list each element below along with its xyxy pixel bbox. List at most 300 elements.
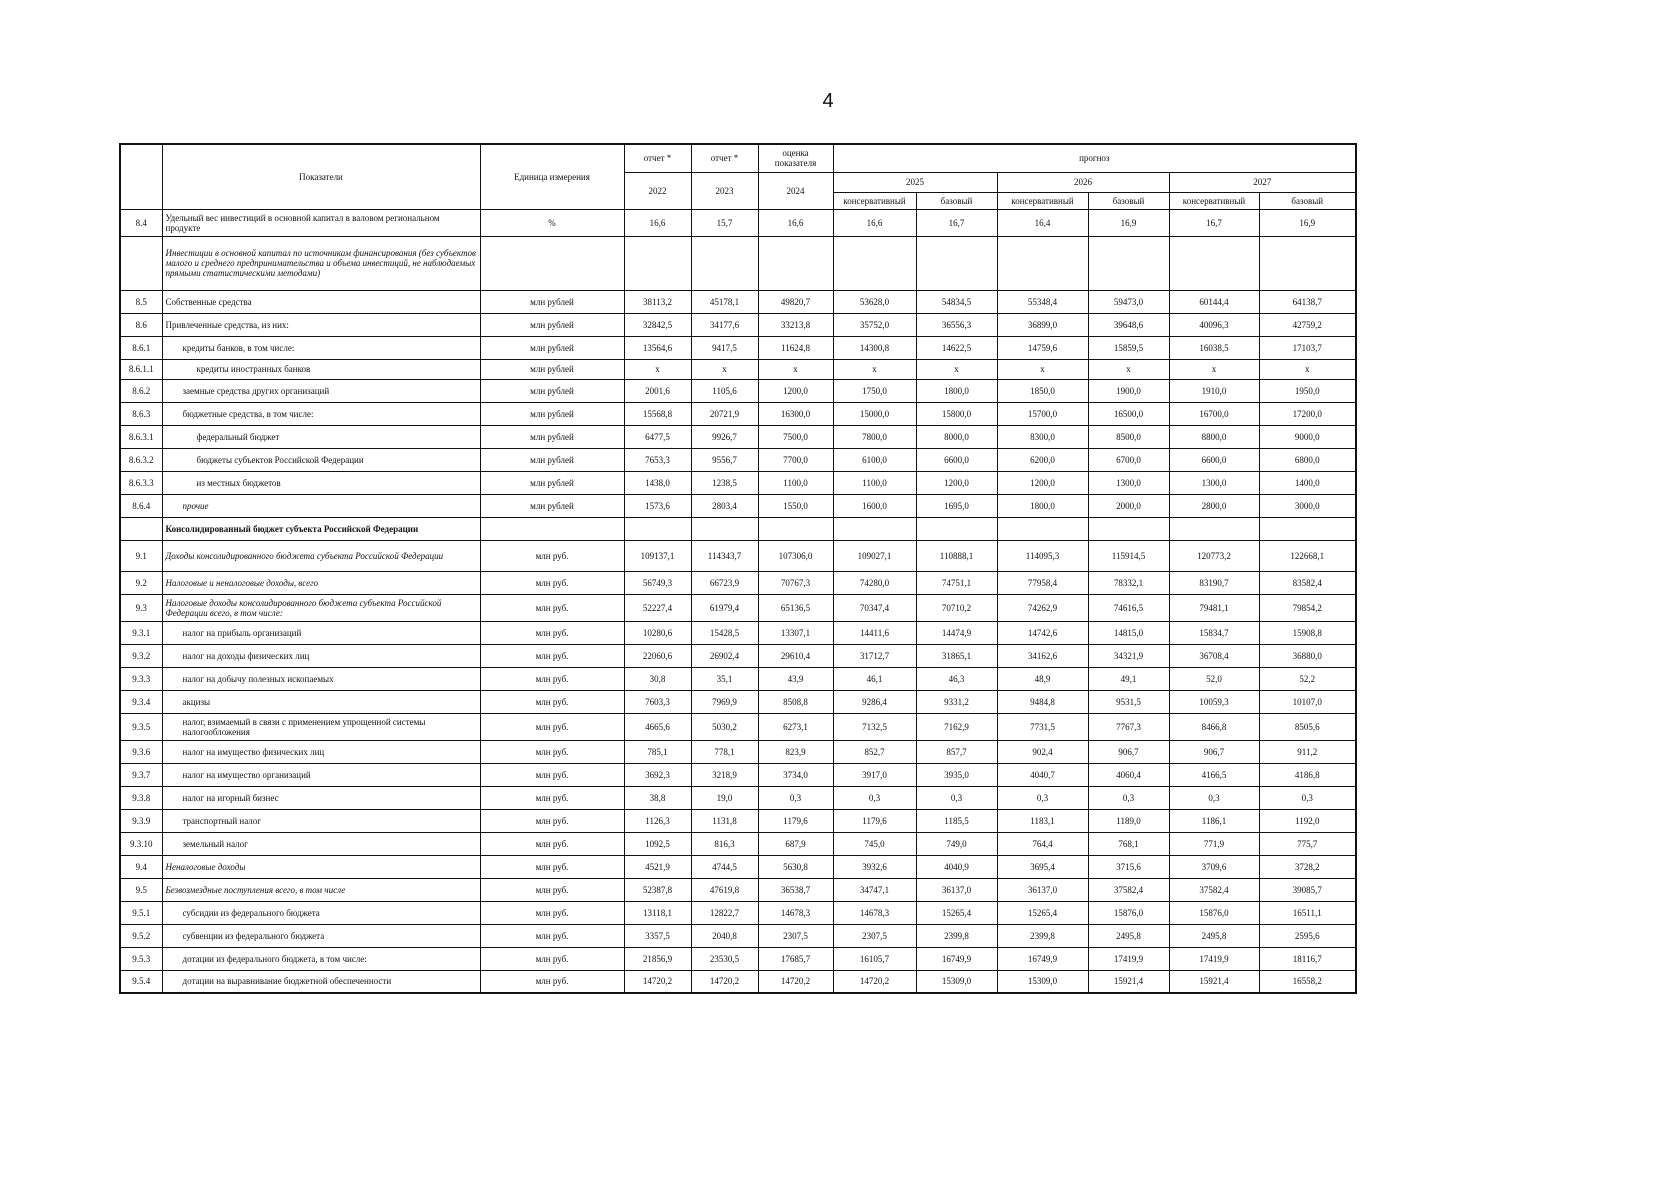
row-code: 8.5 xyxy=(120,290,162,313)
row-value: 1550,0 xyxy=(758,494,833,517)
row-value: 122668,1 xyxy=(1259,540,1356,571)
row-indicator-name: федеральный бюджет xyxy=(162,425,480,448)
row-value: 45178,1 xyxy=(691,290,758,313)
row-indicator-name: налог на добычу полезных ископаемых xyxy=(162,667,480,690)
row-unit: млн рублей xyxy=(480,494,624,517)
row-value: 7162,9 xyxy=(916,713,997,740)
row-value: 1186,1 xyxy=(1169,809,1259,832)
row-value: 10107,0 xyxy=(1259,690,1356,713)
row-code: 9.3.6 xyxy=(120,740,162,763)
table-row xyxy=(120,448,1356,471)
row-value: 8800,0 xyxy=(1169,425,1259,448)
row-value: 906,7 xyxy=(1169,740,1259,763)
row-value: 36899,0 xyxy=(997,313,1088,336)
row-value: 6600,0 xyxy=(916,448,997,471)
row-value: 14720,2 xyxy=(691,970,758,993)
row-value xyxy=(624,517,691,540)
row-indicator-name: налог на прибыль организаций xyxy=(162,621,480,644)
row-value: 52387,8 xyxy=(624,878,691,901)
row-indicator-name: налог, взимаемый в связи с применением упрощенной системы налогообложения xyxy=(162,713,480,740)
table-row xyxy=(120,494,1356,517)
row-code: 9.3.3 xyxy=(120,667,162,690)
row-value: 9484,8 xyxy=(997,690,1088,713)
table-row xyxy=(120,594,1356,621)
row-value: 785,1 xyxy=(624,740,691,763)
row-value: x xyxy=(916,359,997,379)
row-value: 3917,0 xyxy=(833,763,916,786)
row-value: 768,1 xyxy=(1088,832,1169,855)
row-unit: млн руб. xyxy=(480,644,624,667)
row-value: 9926,7 xyxy=(691,425,758,448)
table-row xyxy=(120,786,1356,809)
row-value: 7969,9 xyxy=(691,690,758,713)
row-indicator-name: дотации из федерального бюджета, в том числе: xyxy=(162,947,480,970)
row-value: 8300,0 xyxy=(997,425,1088,448)
row-value: 15800,0 xyxy=(916,402,997,425)
row-value: 83190,7 xyxy=(1169,571,1259,594)
row-value: 46,1 xyxy=(833,667,916,690)
row-code: 9.3.4 xyxy=(120,690,162,713)
row-value: 15921,4 xyxy=(1088,970,1169,993)
row-value: x xyxy=(758,359,833,379)
header-2027-base: базовый xyxy=(1259,192,1356,209)
row-value: 6800,0 xyxy=(1259,448,1356,471)
row-value: 16500,0 xyxy=(1088,402,1169,425)
row-indicator-name: налог на имущество организаций xyxy=(162,763,480,786)
row-value: 3709,6 xyxy=(1169,855,1259,878)
row-value: 110888,1 xyxy=(916,540,997,571)
row-value: 2399,8 xyxy=(997,924,1088,947)
row-value: 14411,6 xyxy=(833,621,916,644)
row-value: 52,0 xyxy=(1169,667,1259,690)
row-value: 10059,3 xyxy=(1169,690,1259,713)
row-value: 1910,0 xyxy=(1169,379,1259,402)
row-value: 19,0 xyxy=(691,786,758,809)
row-code: 8.6.4 xyxy=(120,494,162,517)
row-code: 9.2 xyxy=(120,571,162,594)
row-value: 2399,8 xyxy=(916,924,997,947)
row-value: 2803,4 xyxy=(691,494,758,517)
row-value: 7132,5 xyxy=(833,713,916,740)
row-code: 9.3.5 xyxy=(120,713,162,740)
row-value xyxy=(1259,517,1356,540)
row-value: 109027,1 xyxy=(833,540,916,571)
row-unit: млн рублей xyxy=(480,336,624,359)
row-value: 70767,3 xyxy=(758,571,833,594)
table-row xyxy=(120,290,1356,313)
row-value: 1800,0 xyxy=(916,379,997,402)
row-value xyxy=(1169,236,1259,290)
row-value xyxy=(624,236,691,290)
row-indicator-name: акцизы xyxy=(162,690,480,713)
row-value: 1300,0 xyxy=(1088,471,1169,494)
row-value: 9000,0 xyxy=(1259,425,1356,448)
row-code: 8.6.2 xyxy=(120,379,162,402)
row-value xyxy=(997,236,1088,290)
row-value: 749,0 xyxy=(916,832,997,855)
row-indicator-name: Консолидированный бюджет субъекта Российской Федерации xyxy=(162,517,480,540)
row-indicator-name: кредиты иностранных банков xyxy=(162,359,480,379)
row-value: 54834,5 xyxy=(916,290,997,313)
row-value: 15000,0 xyxy=(833,402,916,425)
row-value: 1179,6 xyxy=(833,809,916,832)
row-value: 1600,0 xyxy=(833,494,916,517)
row-value: 53628,0 xyxy=(833,290,916,313)
row-value: 15265,4 xyxy=(916,901,997,924)
row-value xyxy=(916,236,997,290)
row-value xyxy=(691,517,758,540)
row-value: 1300,0 xyxy=(1169,471,1259,494)
header-2025-base: базовый xyxy=(916,192,997,209)
row-value: 114095,3 xyxy=(997,540,1088,571)
row-value: 1238,5 xyxy=(691,471,758,494)
row-indicator-name: из местных бюджетов xyxy=(162,471,480,494)
row-value: x xyxy=(1169,359,1259,379)
row-value: 15876,0 xyxy=(1169,901,1259,924)
forecast-table xyxy=(119,143,1357,994)
row-value: 3932,6 xyxy=(833,855,916,878)
row-value: 778,1 xyxy=(691,740,758,763)
row-value: 2307,5 xyxy=(833,924,916,947)
row-value: 107306,0 xyxy=(758,540,833,571)
row-value: 7800,0 xyxy=(833,425,916,448)
row-value: 857,7 xyxy=(916,740,997,763)
row-value: 61979,4 xyxy=(691,594,758,621)
row-value: 10280,6 xyxy=(624,621,691,644)
row-value: 0,3 xyxy=(1169,786,1259,809)
row-value: 0,3 xyxy=(997,786,1088,809)
row-value: 31865,1 xyxy=(916,644,997,667)
row-value: 1105,6 xyxy=(691,379,758,402)
row-value: 16,7 xyxy=(916,209,997,236)
row-value: 43,9 xyxy=(758,667,833,690)
row-value: 39085,7 xyxy=(1259,878,1356,901)
row-value xyxy=(691,236,758,290)
row-value: 17103,7 xyxy=(1259,336,1356,359)
row-value: x xyxy=(624,359,691,379)
row-value: 83582,4 xyxy=(1259,571,1356,594)
row-code: 8.6.3.3 xyxy=(120,471,162,494)
row-unit: млн рублей xyxy=(480,313,624,336)
row-unit: млн руб. xyxy=(480,594,624,621)
row-indicator-name: Инвестиции в основной капитал по источникам финансирования (без субъектов малого и среднего предпринимательства и объема инвестиций, не наблюдаемых прямыми статистическими методами) xyxy=(162,236,480,290)
row-value: 78332,1 xyxy=(1088,571,1169,594)
row-unit: млн руб. xyxy=(480,713,624,740)
page-number: 4 xyxy=(822,90,834,112)
header-forecast: прогноз xyxy=(833,144,1356,172)
row-value: 1200,0 xyxy=(758,379,833,402)
row-value: 20721,9 xyxy=(691,402,758,425)
row-code: 9.3.10 xyxy=(120,832,162,855)
row-value: 23530,5 xyxy=(691,947,758,970)
row-value: 14720,2 xyxy=(833,970,916,993)
row-value: 4665,6 xyxy=(624,713,691,740)
row-value: 1179,6 xyxy=(758,809,833,832)
row-value: 36137,0 xyxy=(916,878,997,901)
row-value: 4040,7 xyxy=(997,763,1088,786)
row-value: 2307,5 xyxy=(758,924,833,947)
row-value: 34747,1 xyxy=(833,878,916,901)
row-value: 56749,3 xyxy=(624,571,691,594)
row-value: 30,8 xyxy=(624,667,691,690)
row-value xyxy=(997,517,1088,540)
row-value: 16,6 xyxy=(833,209,916,236)
header-year-2024: 2024 xyxy=(758,172,833,209)
row-value xyxy=(833,517,916,540)
row-value: 31712,7 xyxy=(833,644,916,667)
row-value: 3715,6 xyxy=(1088,855,1169,878)
row-value: 6100,0 xyxy=(833,448,916,471)
row-value: 4521,9 xyxy=(624,855,691,878)
row-value: 6477,5 xyxy=(624,425,691,448)
row-unit: млн руб. xyxy=(480,690,624,713)
row-value: 687,9 xyxy=(758,832,833,855)
row-value: 6600,0 xyxy=(1169,448,1259,471)
row-indicator-name: бюджеты субъектов Российской Федерации xyxy=(162,448,480,471)
header-2026-base: базовый xyxy=(1088,192,1169,209)
row-value: 34321,9 xyxy=(1088,644,1169,667)
row-indicator-name: земельный налог xyxy=(162,832,480,855)
row-value: 1192,0 xyxy=(1259,809,1356,832)
row-value: 9531,5 xyxy=(1088,690,1169,713)
row-value: 36880,0 xyxy=(1259,644,1356,667)
row-value: 745,0 xyxy=(833,832,916,855)
row-value: 4060,4 xyxy=(1088,763,1169,786)
row-unit: млн руб. xyxy=(480,667,624,690)
row-value: 9286,4 xyxy=(833,690,916,713)
row-unit: млн рублей xyxy=(480,402,624,425)
row-value: 15428,5 xyxy=(691,621,758,644)
row-value: 13307,1 xyxy=(758,621,833,644)
row-value xyxy=(1088,517,1169,540)
row-value: 14720,2 xyxy=(758,970,833,993)
header-report-2023: отчет * xyxy=(691,144,758,172)
row-value: 17419,9 xyxy=(1169,947,1259,970)
row-value: 5030,2 xyxy=(691,713,758,740)
row-code xyxy=(120,517,162,540)
row-value: 1092,5 xyxy=(624,832,691,855)
row-value: 6273,1 xyxy=(758,713,833,740)
table-row xyxy=(120,571,1356,594)
row-unit: % xyxy=(480,209,624,236)
row-indicator-name: Налоговые доходы консолидированного бюджета субъекта Российской Федерации всего, в том числе: xyxy=(162,594,480,621)
row-unit: млн руб. xyxy=(480,970,624,993)
row-indicator-name: бюджетные средства, в том числе: xyxy=(162,402,480,425)
table-header xyxy=(120,144,1356,209)
row-value: 39648,6 xyxy=(1088,313,1169,336)
row-value: 14742,6 xyxy=(997,621,1088,644)
row-indicator-name: субсидии из федерального бюджета xyxy=(162,901,480,924)
row-value xyxy=(833,236,916,290)
row-value: 16,6 xyxy=(758,209,833,236)
table-row xyxy=(120,878,1356,901)
row-value: 3935,0 xyxy=(916,763,997,786)
row-value: 52227,4 xyxy=(624,594,691,621)
row-indicator-name: кредиты банков, в том числе: xyxy=(162,336,480,359)
row-value: 16,9 xyxy=(1088,209,1169,236)
row-value xyxy=(758,236,833,290)
row-value: 14720,2 xyxy=(624,970,691,993)
row-value: 771,9 xyxy=(1169,832,1259,855)
row-value: 1438,0 xyxy=(624,471,691,494)
row-value: 906,7 xyxy=(1088,740,1169,763)
row-code xyxy=(120,236,162,290)
header-year-2027: 2027 xyxy=(1169,172,1356,192)
row-value: 15908,8 xyxy=(1259,621,1356,644)
row-value: 74751,1 xyxy=(916,571,997,594)
row-unit: млн руб. xyxy=(480,809,624,832)
row-code: 9.5.4 xyxy=(120,970,162,993)
row-unit: млн рублей xyxy=(480,471,624,494)
row-value: 1400,0 xyxy=(1259,471,1356,494)
row-indicator-name: Безвозмездные поступления всего, в том числе xyxy=(162,878,480,901)
header-2026-conservative: консервативный xyxy=(997,192,1088,209)
table-row xyxy=(120,713,1356,740)
row-value: 5630,8 xyxy=(758,855,833,878)
row-code: 9.3 xyxy=(120,594,162,621)
row-value: 34162,6 xyxy=(997,644,1088,667)
row-value: 16,6 xyxy=(624,209,691,236)
row-value: 14678,3 xyxy=(758,901,833,924)
row-unit: млн руб. xyxy=(480,832,624,855)
row-value: 16,4 xyxy=(997,209,1088,236)
row-unit: млн руб. xyxy=(480,571,624,594)
row-value: 1200,0 xyxy=(997,471,1088,494)
row-indicator-name: Удельный вес инвестиций в основной капитал в валовом региональном продукте xyxy=(162,209,480,236)
row-value: 59473,0 xyxy=(1088,290,1169,313)
row-unit: млн руб. xyxy=(480,763,624,786)
row-value: 3000,0 xyxy=(1259,494,1356,517)
row-value: 1950,0 xyxy=(1259,379,1356,402)
row-unit: млн руб. xyxy=(480,947,624,970)
table-row xyxy=(120,855,1356,878)
row-value: 49820,7 xyxy=(758,290,833,313)
row-value: 79481,1 xyxy=(1169,594,1259,621)
row-value: 29610,4 xyxy=(758,644,833,667)
row-value: 1800,0 xyxy=(997,494,1088,517)
row-value: 115914,5 xyxy=(1088,540,1169,571)
table-row xyxy=(120,336,1356,359)
row-value: 46,3 xyxy=(916,667,997,690)
row-value: 77958,4 xyxy=(997,571,1088,594)
row-value: 36137,0 xyxy=(997,878,1088,901)
row-code: 9.3.1 xyxy=(120,621,162,644)
table-row xyxy=(120,740,1356,763)
row-unit xyxy=(480,236,624,290)
row-value: 3734,0 xyxy=(758,763,833,786)
row-code: 8.6.1 xyxy=(120,336,162,359)
row-value: 16558,2 xyxy=(1259,970,1356,993)
row-unit: млн рублей xyxy=(480,425,624,448)
row-unit: млн руб. xyxy=(480,878,624,901)
row-value: 16,9 xyxy=(1259,209,1356,236)
row-value: 2800,0 xyxy=(1169,494,1259,517)
row-value: 11624,8 xyxy=(758,336,833,359)
row-value: 13118,1 xyxy=(624,901,691,924)
row-value: 36538,7 xyxy=(758,878,833,901)
row-unit: млн руб. xyxy=(480,621,624,644)
row-value: 74262,9 xyxy=(997,594,1088,621)
row-value: 48,9 xyxy=(997,667,1088,690)
row-value: 15265,4 xyxy=(997,901,1088,924)
table-row xyxy=(120,763,1356,786)
row-value: 4166,5 xyxy=(1169,763,1259,786)
row-value: 9556,7 xyxy=(691,448,758,471)
row-value: 26902,4 xyxy=(691,644,758,667)
table-row xyxy=(120,667,1356,690)
header-report-2022: отчет * xyxy=(624,144,691,172)
row-value: 60144,4 xyxy=(1169,290,1259,313)
table-row xyxy=(120,471,1356,494)
row-value: 852,7 xyxy=(833,740,916,763)
row-value: 15309,0 xyxy=(997,970,1088,993)
section-row xyxy=(120,236,1356,290)
header-2027-conservative: консервативный xyxy=(1169,192,1259,209)
row-code: 9.5.3 xyxy=(120,947,162,970)
row-value: 16105,7 xyxy=(833,947,916,970)
row-value: 0,3 xyxy=(1259,786,1356,809)
row-value: 1131,8 xyxy=(691,809,758,832)
row-value: 8505,6 xyxy=(1259,713,1356,740)
table-row xyxy=(120,947,1356,970)
row-value: 0,3 xyxy=(758,786,833,809)
row-indicator-name: дотации на выравнивание бюджетной обеспеченности xyxy=(162,970,480,993)
row-indicator-name: налог на имущество физических лиц xyxy=(162,740,480,763)
row-value: 0,3 xyxy=(833,786,916,809)
row-indicator-name: транспортный налог xyxy=(162,809,480,832)
row-value: 17685,7 xyxy=(758,947,833,970)
row-value: 2595,6 xyxy=(1259,924,1356,947)
row-value: 911,2 xyxy=(1259,740,1356,763)
table-row xyxy=(120,809,1356,832)
row-value: 70347,4 xyxy=(833,594,916,621)
row-code: 8.4 xyxy=(120,209,162,236)
row-value: 109137,1 xyxy=(624,540,691,571)
row-value: 16,7 xyxy=(1169,209,1259,236)
row-indicator-name: субвенции из федерального бюджета xyxy=(162,924,480,947)
table-row xyxy=(120,970,1356,993)
row-value: 36708,4 xyxy=(1169,644,1259,667)
row-value: 764,4 xyxy=(997,832,1088,855)
row-value: 2495,8 xyxy=(1169,924,1259,947)
row-value: 3692,3 xyxy=(624,763,691,786)
header-year-2025: 2025 xyxy=(833,172,997,192)
row-value: 775,7 xyxy=(1259,832,1356,855)
row-value: 66723,9 xyxy=(691,571,758,594)
row-value: 15876,0 xyxy=(1088,901,1169,924)
row-value xyxy=(1259,236,1356,290)
row-value: 17419,9 xyxy=(1088,947,1169,970)
table-row xyxy=(120,425,1356,448)
row-value: 21856,9 xyxy=(624,947,691,970)
row-value: 823,9 xyxy=(758,740,833,763)
table-row xyxy=(120,209,1356,236)
row-value: 1573,6 xyxy=(624,494,691,517)
header-year-2023: 2023 xyxy=(691,172,758,209)
section-row xyxy=(120,517,1356,540)
row-value: 47619,8 xyxy=(691,878,758,901)
row-code: 8.6.3.1 xyxy=(120,425,162,448)
row-value: 3728,2 xyxy=(1259,855,1356,878)
row-code: 9.5.1 xyxy=(120,901,162,924)
row-value: 2495,8 xyxy=(1088,924,1169,947)
row-value: 3357,5 xyxy=(624,924,691,947)
row-value: 16749,9 xyxy=(916,947,997,970)
row-code: 8.6.3 xyxy=(120,402,162,425)
row-value: x xyxy=(997,359,1088,379)
row-indicator-name: заемные средства других организаций xyxy=(162,379,480,402)
header-unit: Единица измерения xyxy=(480,144,624,209)
